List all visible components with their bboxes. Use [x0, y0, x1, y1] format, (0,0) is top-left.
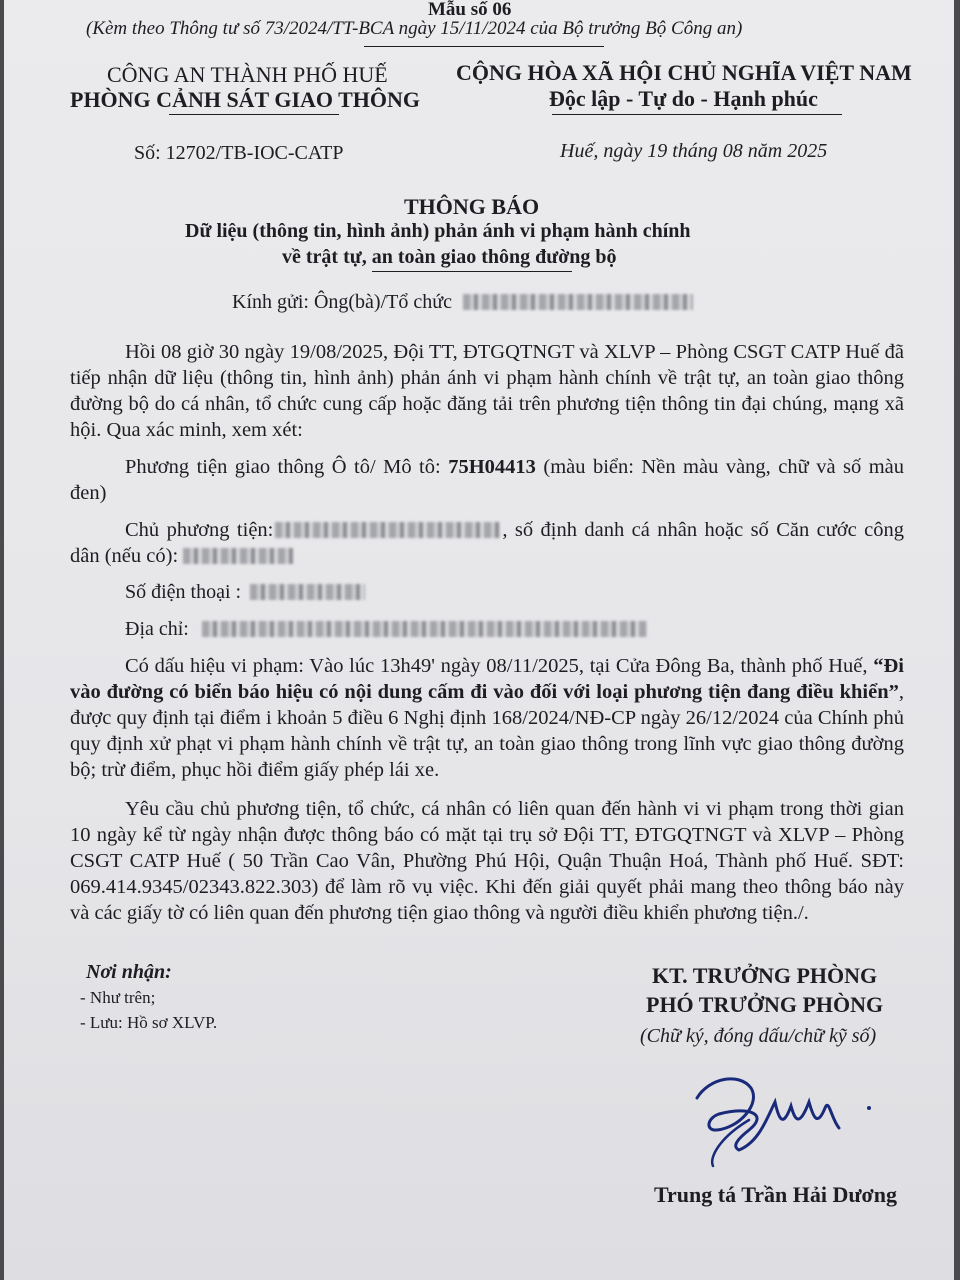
place-date: Huế, ngày 19 tháng 08 năm 2025	[560, 140, 828, 162]
document-page	[4, 0, 954, 1280]
plate-color-description: (màu biển: Nền màu vàng, chữ và số màu đen)	[70, 456, 905, 504]
recipient-label: Kính gửi: Ông(bà)/Tổ chức	[232, 291, 452, 313]
national-motto: Độc lập - Tự do - Hạnh phúc	[549, 86, 818, 111]
distribution-item: - Lưu: Hồ sơ XLVP.	[80, 1013, 218, 1032]
motto-underline	[552, 114, 842, 115]
phone-line	[125, 581, 365, 604]
form-reference-underline	[364, 46, 604, 47]
recipient-line	[232, 291, 693, 314]
address-label: Địa chỉ:	[125, 618, 189, 640]
signature-note: (Chữ ký, đóng dấu/chữ kỹ số)	[640, 1025, 877, 1047]
vehicle-label: Phương tiện giao thông Ô tô/ Mô tô:	[125, 456, 441, 478]
vehicle-paragraph	[70, 454, 904, 506]
violation-time-place: Có dấu hiệu vi phạm: Vào lúc 13h49' ngày 08/11/2025, tại Cửa Đông Ba, thành phố Huế,	[125, 655, 868, 677]
owner-id-label: , số định danh cá nhân hoặc số Căn cước công dân (nếu có):	[70, 519, 905, 567]
address-line	[125, 618, 647, 641]
issuer-agency: CÔNG AN THÀNH PHỐ HUẾ	[107, 62, 388, 87]
form-reference: (Kèm theo Thông tư số 73/2024/TT-BCA ngày 15/11/2024 của Bộ trưởng Bộ Công an)	[86, 18, 743, 39]
issuer-department: PHÒNG CẢNH SÁT GIAO THÔNG	[70, 87, 421, 112]
redacted-recipient-name	[463, 294, 693, 310]
license-plate: 75H04413	[448, 456, 536, 478]
redacted-owner-name	[275, 522, 500, 538]
signature-title-line2: PHÓ TRƯỞNG PHÒNG	[646, 992, 884, 1017]
country-name: CỘNG HÒA XÃ HỘI CHỦ NGHĨA VIỆT NAM	[456, 60, 912, 85]
title-underline	[372, 271, 572, 272]
intro-paragraph: Hồi 08 giờ 30 ngày 19/08/2025, Đội TT, ĐTGQTNGT và XLVP – Phòng CSGT CATP Huế đã tiếp nhận dữ liệu (thông tin, hình ảnh) phản ánh vi phạm hành chính về trật tự, an toàn giao thông đường bộ do cá nhân, tổ chức cung cấp hoặc đăng tải trên phương tiện thông tin đại chúng, mạng xã hội. Qua xác minh, xem xét:	[70, 341, 904, 441]
handwritten-signature	[679, 1058, 909, 1173]
violation-legal-basis: , được quy định tại điểm i khoản 5 điều 6 Nghị định 168/2024/NĐ-CP ngày 26/12/2024 của Chính phủ quy định xử phạt vi phạm hành chính về trật tự, an toàn giao thông trong lĩnh vực giao thông đường bộ; trừ điểm, phục hồi điểm giấy phép lái xe.	[70, 681, 904, 781]
form-number: Mẫu số 06	[428, 0, 512, 20]
notice-subtitle-line1: Dữ liệu (thông tin, hình ảnh) phản ánh vi phạm hành chính	[185, 220, 691, 242]
signature-title-line1: KT. TRƯỞNG PHÒNG	[652, 963, 878, 988]
request-paragraph: Yêu cầu chủ phương tiện, tổ chức, cá nhân có liên quan đến hành vi vi phạm trong thời gian 10 ngày kể từ ngày nhận được thông báo có mặt tại trụ sở Đội TT, ĐTGQTNGT và XLVP – Phòng CSGT CATP Huế ( 50 Trần Cao Vân, Phường Phú Hội, Quận Thuận Hoá, Thành phố Huế. SĐT: 069.414.9345/02343.822.303) để làm rõ vụ việc. Khi đến giải quyết phải mang theo thông báo này và các giấy tờ có liên quan đến phương tiện giao thông và người điều khiển phương tiện./.	[70, 798, 904, 924]
violation-paragraph	[70, 653, 904, 783]
violation-description: “Đi vào đường có biển báo hiệu có nội dung cấm đi vào đối với loại phương tiện đang điều khiển”	[70, 655, 904, 703]
redacted-address	[202, 621, 647, 637]
redacted-phone	[250, 584, 365, 600]
distribution-title: Nơi nhận:	[86, 961, 172, 983]
document-number: Số: 12702/TB-IOC-CATP	[134, 142, 344, 164]
phone-label: Số điện thoại :	[125, 581, 242, 603]
notice-title: THÔNG BÁO	[404, 194, 540, 219]
photo-background-right	[954, 0, 960, 1280]
distribution-item: - Như trên;	[80, 988, 156, 1007]
issuer-underline	[169, 114, 339, 115]
notice-subtitle-line2: về trật tự, an toàn giao thông đường bộ	[282, 246, 617, 268]
owner-label: Chủ phương tiện:	[125, 519, 274, 541]
redacted-owner-id	[183, 548, 293, 564]
signer-name: Trung tá Trần Hải Dương	[654, 1182, 897, 1207]
owner-paragraph	[70, 517, 904, 569]
